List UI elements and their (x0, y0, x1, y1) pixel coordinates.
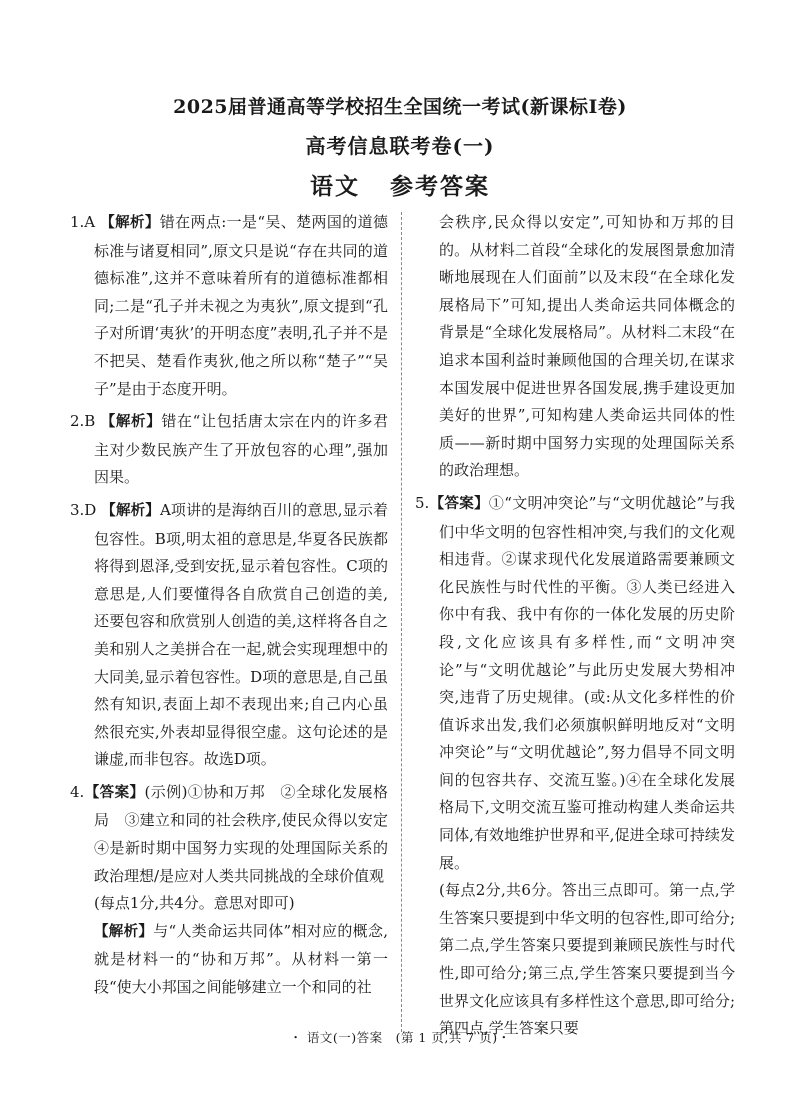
answer-text: (示例)①协和万邦 ②全球化发展格局 ③建立和同的社会秩序,使民众得以安定 ④是新时期中国努力实现的处理国际关系的政治理想/是应对人类共同挑战的全球价值观 (94, 782, 404, 885)
question-number: 5. (415, 493, 430, 512)
answer-text: A项讲的是海纳百川的意思,显示着包容性。B项,明太祖的意思是,华夏各民族都将得到恩泽,受到安抚,显示着包容性。C项的意思是,人们要懂得各自欣赏自己创造的美,还要包容和欣赏别人创造的美,这样将各自之美和别人之美拼合在一起,就会实现理想中的大同美,显示着包容性。D项的意思是,自己虽然有知识,表面上却不表现出来;自己内心虽然很充实,外表却显得很空虚。这句论述的是谦虚,而非包容。故选D项。 (94, 500, 388, 769)
scoring-note: (每点1分,共4分。意思对即可) (94, 894, 295, 913)
exam-subtitle: 高考信息联考卷(一) (305, 134, 495, 158)
question-number: 3.D (70, 500, 97, 519)
document-heading (0, 168, 800, 201)
analysis-tag: 【解析】 (100, 215, 160, 231)
exam-title: 2025届普通高等学校招生全国统一考试(新课标Ⅰ卷) (173, 96, 627, 118)
answer-item-5 (415, 490, 735, 877)
answer-item-1 (70, 209, 388, 403)
column-divider (401, 212, 402, 1032)
analysis-tag: 【解析】 (100, 414, 162, 431)
question-number: 4. (70, 782, 85, 801)
answer-item-3 (70, 497, 388, 774)
analysis-continued: 会秩序,民众得以安定”,可知协和万邦的目的。从材料二首段“全球化的发展图景愈加清晰地展现在人们面前”以及末段“在全球化发展格局下”可知,提出人类命运共同体概念的背景是“全球化发展格局”。从材料二末段“在追求本国利益时兼顾他国的合理关切,在谋求本国发展中促进世界各国发展,携手建设更加美好的世界”,可知构建人类命运共同体的性质——新时期中国努力实现的处理国际关系的政治理想。 (439, 213, 735, 480)
analysis-text: 与“人类命运共同体”相对应的概念,就是材料一的“协和万邦”。从材料一第一段“使大小邦国之间能够建立一个和同的社 (94, 921, 389, 997)
answer-tag: 【答案】 (429, 495, 489, 512)
doc-type-label: 参考答案 (390, 174, 490, 200)
answer-item-2 (70, 408, 388, 492)
answer-text: ①“文明冲突论”与“文明优越论”与我们中华文明的包容性相冲突,与我们的文化观相违背。②谋求现代化发展道路需要兼顾文化民族性与时代性的平衡。③人类已经进入你中有我、我中有你的一体化发展的历史阶段,文化应该具有多样性,而“文明冲突论”与“文明优越论”与此历史发展大势相冲突,违背了历史规律。(或:从文化多样性的价值诉求出发,我们必须旗帜鲜明地反对“文明冲突论”与“文明优越论”,努力倡导不同文明间的包容共存、交流互鉴。)④在全球化发展格局下,文明交流互鉴可推动构建人类命运共同体,有效地维护世界和平,促进全球可持续发展。 (439, 493, 735, 872)
analysis-tag: 【解析】 (101, 502, 160, 519)
question-number: 2.B (70, 412, 96, 431)
analysis-block (70, 918, 388, 1002)
question-number: 1.A (70, 213, 96, 231)
answer-text: 错在“让包括唐太宗在内的许多君主对少数民族产生了开放包容的心理”,强加因果。 (94, 412, 389, 487)
analysis-tag: 【解析】 (94, 923, 154, 940)
page-footer: ・ 语文(一)答案 (第 1 页,共 7 页)・ (289, 1030, 511, 1045)
answer-tag: 【答案】 (84, 784, 145, 801)
right-column (415, 209, 735, 1043)
answer-text: 错在两点:一是“吴、楚两国的道德标准与诸夏相同”,原文只是说“存在共同的道德标准”,这并不意味着所有的道德标准都相同;二是“孔子并未视之为夷狄”,原文提到“孔子对所谓‘夷狄’的开明态度”表明,孔子并不是不把吴、楚看作夷狄,他之所以称“楚子”“吴子”是由于态度开明。 (94, 213, 388, 398)
left-column (70, 209, 404, 1002)
subject-label: 语文 (310, 174, 360, 200)
scoring-note: (每点2分,共6分。答出三点即可。第一点,学生答案只要提到中华文明的包容性,即可给分;第二点,学生答案只要提到兼顾民族性与时代性,即可给分;第三点,学生答案只要提到当今世界文化应该具有多样性这个意思,即可给分;第四点,学生答案只要 (439, 881, 735, 1038)
answer-item-4 (70, 779, 404, 890)
